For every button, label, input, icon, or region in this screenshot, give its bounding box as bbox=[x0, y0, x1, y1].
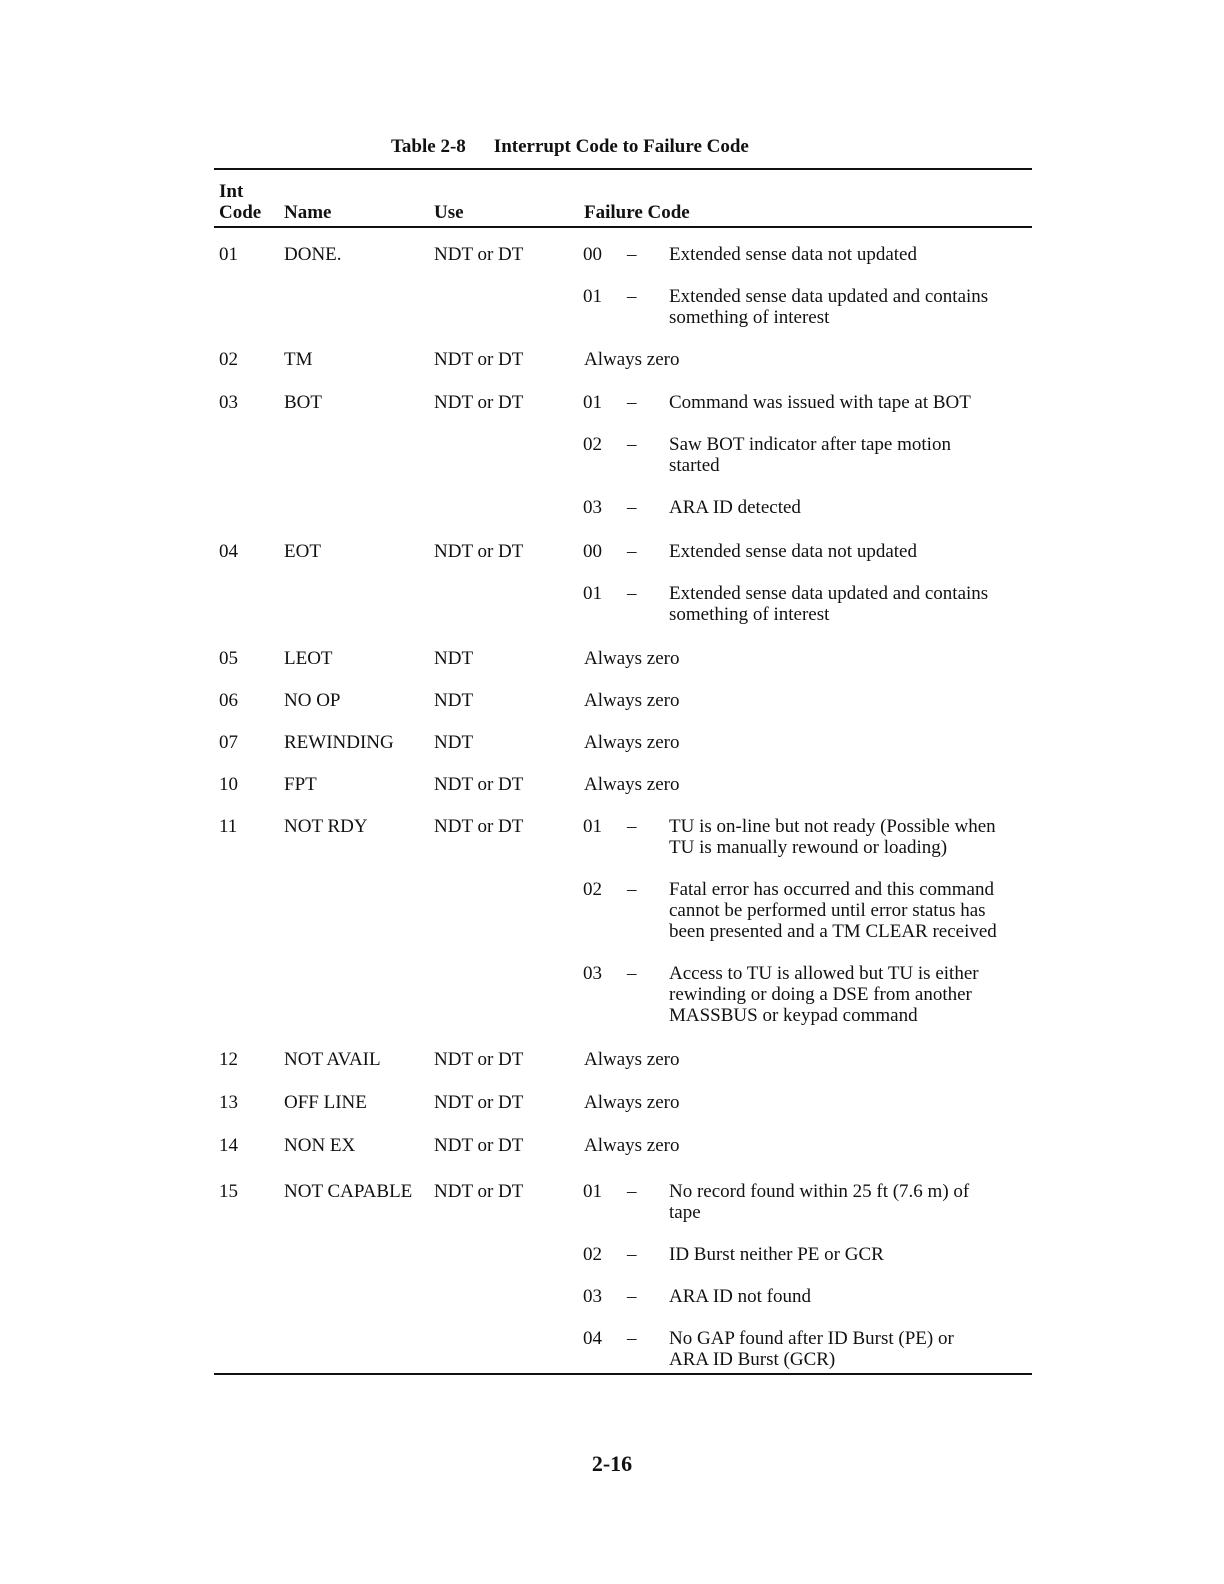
table-bottom-rule bbox=[214, 1373, 1032, 1375]
use-value: NDT or DT bbox=[434, 1092, 524, 1113]
failure-description: Extended sense data updated and contains something of interest bbox=[669, 286, 989, 328]
failure-dash: – bbox=[627, 497, 637, 518]
use-value: NDT or DT bbox=[434, 1049, 524, 1070]
failure-dash: – bbox=[627, 1328, 637, 1349]
failure-dash: – bbox=[627, 392, 637, 413]
use-value: NDT or DT bbox=[434, 1181, 524, 1202]
int-code: 14 bbox=[219, 1135, 238, 1156]
table-title: Interrupt Code to Failure Code bbox=[493, 136, 749, 157]
interrupt-name: OFF LINE bbox=[284, 1092, 367, 1113]
page-number: 2-16 bbox=[591, 1451, 633, 1476]
use-value: NDT or DT bbox=[434, 392, 524, 413]
failure-description: ARA ID detected bbox=[669, 497, 801, 518]
failure-dash: – bbox=[627, 1181, 637, 1202]
failure-code: 02 bbox=[583, 1244, 602, 1265]
header-int-code: Int Code bbox=[219, 181, 262, 223]
header-failure-code: Failure Code bbox=[584, 202, 690, 223]
failure-code: 01 bbox=[583, 1181, 602, 1202]
interrupt-name: DONE. bbox=[284, 244, 342, 265]
failure-code: 01 bbox=[583, 583, 602, 604]
interrupt-name: TM bbox=[284, 349, 313, 370]
failure-always-zero: Always zero bbox=[584, 732, 680, 753]
failure-description: Saw BOT indicator after tape motion started bbox=[669, 434, 951, 476]
interrupt-name: NOT AVAIL bbox=[284, 1049, 381, 1070]
failure-dash: – bbox=[627, 434, 637, 455]
use-value: NDT or DT bbox=[434, 774, 524, 795]
failure-dash: – bbox=[627, 816, 637, 837]
interrupt-name: NOT CAPABLE bbox=[284, 1181, 413, 1202]
failure-always-zero: Always zero bbox=[584, 1092, 680, 1113]
int-code: 15 bbox=[219, 1181, 238, 1202]
failure-code: 03 bbox=[583, 963, 602, 984]
table-number: Table 2-8 bbox=[391, 136, 466, 157]
failure-always-zero: Always zero bbox=[584, 349, 680, 370]
interrupt-name: REWINDING bbox=[284, 732, 394, 753]
use-value: NDT bbox=[434, 690, 474, 711]
use-value: NDT bbox=[434, 732, 474, 753]
failure-description: ID Burst neither PE or GCR bbox=[669, 1244, 884, 1265]
failure-code: 01 bbox=[583, 816, 602, 837]
failure-description: ARA ID not found bbox=[669, 1286, 811, 1307]
failure-code: 00 bbox=[583, 244, 602, 265]
failure-dash: – bbox=[627, 583, 637, 604]
failure-description: Fatal error has occurred and this command cannot be performed until error status has been presented and a TM CLEAR received bbox=[669, 879, 997, 942]
failure-description: Command was issued with tape at BOT bbox=[669, 392, 971, 413]
use-value: NDT or DT bbox=[434, 349, 524, 370]
interrupt-name: FPT bbox=[284, 774, 317, 795]
failure-always-zero: Always zero bbox=[584, 648, 680, 669]
interrupt-name: NO OP bbox=[284, 690, 341, 711]
failure-description: Access to TU is allowed but TU is either rewinding or doing a DSE from another MASSBUS or keypad command bbox=[669, 963, 979, 1026]
failure-code: 01 bbox=[583, 286, 602, 307]
failure-code: 03 bbox=[583, 497, 602, 518]
failure-always-zero: Always zero bbox=[584, 1049, 680, 1070]
failure-dash: – bbox=[627, 879, 637, 900]
failure-always-zero: Always zero bbox=[584, 1135, 680, 1156]
interrupt-name: BOT bbox=[284, 392, 322, 413]
failure-dash: – bbox=[627, 1244, 637, 1265]
use-value: NDT bbox=[434, 648, 474, 669]
failure-code: 04 bbox=[583, 1328, 602, 1349]
int-code: 02 bbox=[219, 349, 238, 370]
failure-dash: – bbox=[627, 286, 637, 307]
int-code: 11 bbox=[219, 816, 238, 837]
failure-always-zero: Always zero bbox=[584, 690, 680, 711]
int-code: 05 bbox=[219, 648, 238, 669]
int-code: 03 bbox=[219, 392, 238, 413]
int-code: 13 bbox=[219, 1092, 238, 1113]
table-top-rule bbox=[214, 168, 1032, 170]
interrupt-name: EOT bbox=[284, 541, 321, 562]
use-value: NDT or DT bbox=[434, 816, 524, 837]
int-code: 01 bbox=[219, 244, 238, 265]
failure-always-zero: Always zero bbox=[584, 774, 680, 795]
int-code: 07 bbox=[219, 732, 238, 753]
int-code: 10 bbox=[219, 774, 238, 795]
failure-description: No record found within 25 ft (7.6 m) of tape bbox=[669, 1181, 970, 1223]
header-name: Name bbox=[284, 202, 332, 223]
failure-code: 03 bbox=[583, 1286, 602, 1307]
interrupt-name: NOT RDY bbox=[284, 816, 368, 837]
failure-code: 02 bbox=[583, 434, 602, 455]
use-value: NDT or DT bbox=[434, 541, 524, 562]
header-rule bbox=[214, 226, 1032, 228]
interrupt-name: NON EX bbox=[284, 1135, 356, 1156]
failure-description: Extended sense data not updated bbox=[669, 244, 917, 265]
failure-description: Extended sense data updated and contains something of interest bbox=[669, 583, 989, 625]
failure-dash: – bbox=[627, 1286, 637, 1307]
failure-description: TU is on-line but not ready (Possible when TU is manually rewound or loading) bbox=[669, 816, 996, 858]
table-caption bbox=[391, 136, 749, 158]
failure-dash: – bbox=[627, 244, 637, 265]
int-code: 06 bbox=[219, 690, 238, 711]
int-code: 12 bbox=[219, 1049, 238, 1070]
use-value: NDT or DT bbox=[434, 244, 524, 265]
use-value: NDT or DT bbox=[434, 1135, 524, 1156]
failure-code: 00 bbox=[583, 541, 602, 562]
failure-code: 02 bbox=[583, 879, 602, 900]
failure-description: Extended sense data not updated bbox=[669, 541, 917, 562]
int-code: 04 bbox=[219, 541, 238, 562]
failure-dash: – bbox=[627, 541, 637, 562]
interrupt-name: LEOT bbox=[284, 648, 333, 669]
failure-dash: – bbox=[627, 963, 637, 984]
failure-code: 01 bbox=[583, 392, 602, 413]
failure-description: No GAP found after ID Burst (PE) or ARA ID Burst (GCR) bbox=[669, 1328, 954, 1370]
header-use: Use bbox=[434, 202, 464, 223]
